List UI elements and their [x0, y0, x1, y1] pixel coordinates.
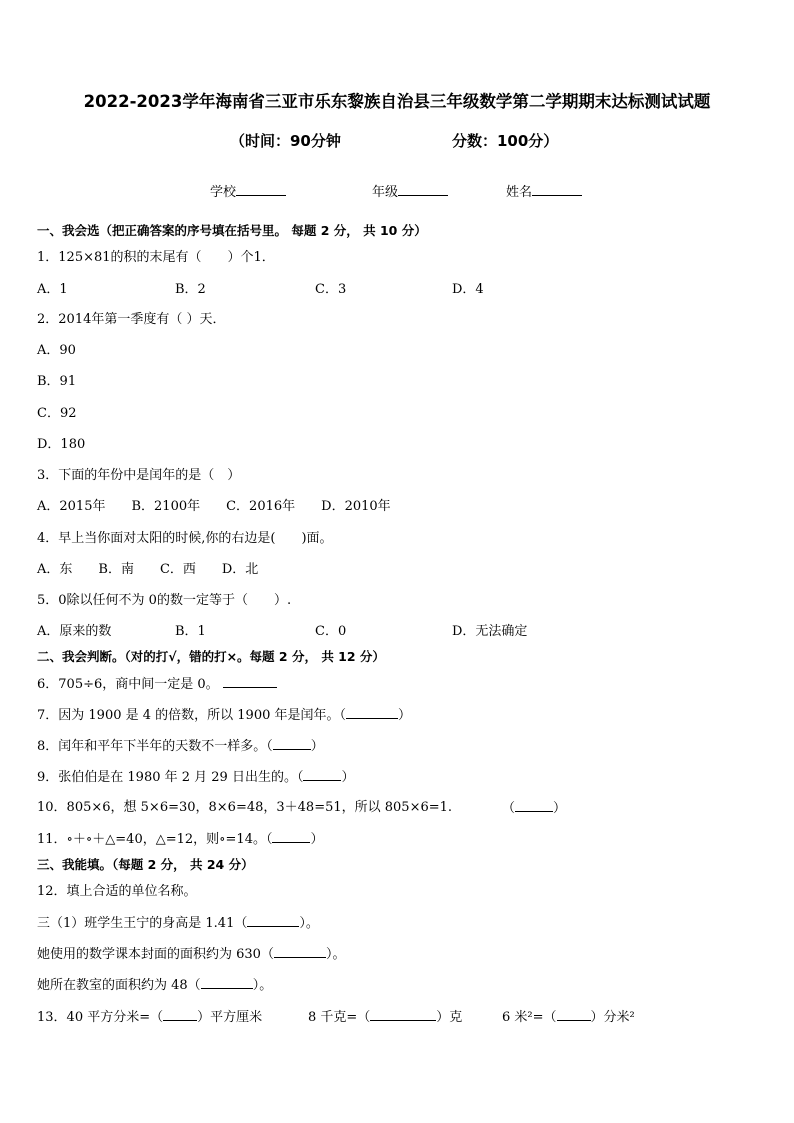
q9-line — [37, 768, 354, 787]
exam-title: 2022-2023学年海南省三亚市乐东黎族自治县三年级数学第二学期期末达标测试试题 — [83, 92, 711, 111]
q3-options[interactable]: A．2015年 B．2100年 C．2016年 D．2010年 — [37, 499, 391, 514]
q13c-answer-blank[interactable] — [557, 1008, 591, 1021]
name-field — [506, 181, 582, 200]
q12b-line — [37, 945, 345, 964]
grade-label: 年级 — [372, 185, 399, 200]
q7-answer-blank[interactable] — [346, 706, 398, 719]
q7-close: ） — [398, 708, 412, 723]
q5-option-c[interactable]: C．0 — [315, 624, 347, 639]
q13a-text: 13．40 平方分米=（ — [37, 1010, 164, 1025]
q10-text: 10．805×6，想 5×6=30，8×6=48，3＋48=51，所以 805×6=1. — [37, 800, 453, 815]
q12b-answer-blank[interactable] — [274, 945, 326, 958]
school-field — [210, 181, 286, 200]
q7-text: 7．因为 1900 是 4 的倍数，所以 1900 年是闰年。（ — [37, 708, 347, 723]
q12a-line — [37, 914, 319, 933]
name-label: 姓名 — [506, 185, 533, 200]
q2-option-d[interactable]: D．180 — [37, 437, 86, 452]
q11-answer-blank[interactable] — [272, 830, 310, 843]
q12-stem: 12．填上合适的单位名称。 — [37, 884, 197, 899]
school-blank[interactable] — [236, 183, 286, 196]
q6-answer-blank[interactable] — [223, 675, 277, 688]
q4-stem: 4．早上当你面对太阳的时候,你的右边是( )面。 — [37, 531, 333, 546]
q2-option-a[interactable]: A．90 — [37, 343, 76, 358]
q2-stem: 2．2014年第一季度有（ ）天． — [37, 312, 226, 327]
school-label: 学校 — [210, 185, 237, 200]
q12c-line — [37, 976, 272, 995]
q13-part-a — [37, 1008, 262, 1027]
q12c-answer-blank[interactable] — [201, 976, 253, 989]
q13b-answer-blank[interactable] — [370, 1008, 436, 1021]
q2-option-c[interactable]: C．92 — [37, 406, 77, 421]
q1-option-b[interactable]: B．2 — [175, 282, 206, 297]
q10-open: （ — [502, 801, 516, 816]
q10-answer-blank[interactable] — [515, 799, 553, 812]
q13a-answer-blank[interactable] — [163, 1008, 197, 1021]
q1-stem: 1．125×81的积的末尾有（ ）个1． — [37, 250, 275, 265]
q11-line — [37, 830, 323, 849]
q13c-text: 6 米²=（ — [502, 1010, 557, 1025]
q2-option-b[interactable]: B．91 — [37, 374, 77, 389]
q6-text: 6．705÷6，商中间一定是 0。 — [37, 677, 219, 692]
section3-heading: 三、我能填。（每题 2 分， 共 24 分） — [37, 857, 254, 872]
q8-close: ） — [310, 739, 324, 754]
exam-time: （时间：90分钟 — [230, 132, 341, 150]
q12c-text: 她所在教室的面积约为 48（ — [37, 978, 201, 993]
q8-answer-blank[interactable] — [273, 737, 311, 750]
q12b-text: 她使用的数学课本封面的面积约为 630（ — [37, 947, 274, 962]
q1-option-d[interactable]: D．4 — [452, 282, 484, 297]
section1-heading: 一、我会选（把正确答案的序号填在括号里。 每题 2 分， 共 10 分） — [37, 223, 427, 238]
q5-option-a[interactable]: A．原来的数 — [37, 624, 112, 639]
q1-option-a[interactable]: A．1 — [37, 282, 68, 297]
q1-option-c[interactable]: C．3 — [315, 282, 347, 297]
q12c-close: ）。 — [252, 978, 273, 993]
q8-text: 8．闰年和平年下半年的天数不一样多。（ — [37, 739, 273, 754]
q9-text: 9．张伯伯是在 1980 年 2 月 29 日出生的。（ — [37, 770, 304, 785]
q11-text: 11．∘＋∘＋△=40，△=12，则∘=14。（ — [37, 832, 273, 847]
q12a-text: 三（1）班学生王宁的身高是 1.41（ — [37, 916, 248, 931]
q13b-text: 8 千克=（ — [308, 1010, 371, 1025]
q11-close: ） — [310, 832, 324, 847]
q10-answer — [502, 799, 566, 818]
q13-part-c — [502, 1008, 635, 1027]
exam-score: 分数：100分） — [452, 132, 559, 150]
section2-heading: 二、我会判断。（对的打√，错的打×。每题 2 分， 共 12 分） — [37, 649, 385, 664]
name-blank[interactable] — [532, 183, 582, 196]
q12a-close: ）。 — [299, 916, 319, 931]
q3-stem: 3．下面的年份中是闰年的是（ ） — [37, 468, 241, 483]
q13-part-b — [308, 1008, 462, 1027]
q9-answer-blank[interactable] — [303, 768, 341, 781]
q9-close: ） — [341, 770, 355, 785]
q12a-answer-blank[interactable] — [247, 914, 299, 927]
q7-line — [37, 706, 411, 725]
q13b-unit: ）克 — [436, 1010, 463, 1025]
grade-blank[interactable] — [398, 183, 448, 196]
q4-options[interactable]: A．东 B．南 C．西 D．北 — [37, 562, 259, 577]
q5-stem: 5．0除以任何不为 0的数一定等于（ ）. — [37, 593, 292, 608]
q13a-unit: ）平方厘米 — [197, 1010, 263, 1025]
q8-line — [37, 737, 324, 756]
q13c-unit: ）分米² — [590, 1010, 635, 1025]
q12b-close: ）。 — [325, 947, 346, 962]
q5-option-b[interactable]: B．1 — [175, 624, 206, 639]
q10-close: ） — [553, 801, 567, 816]
q6-line — [37, 675, 277, 694]
grade-field — [372, 181, 448, 200]
q5-option-d[interactable]: D．无法确定 — [452, 624, 528, 639]
